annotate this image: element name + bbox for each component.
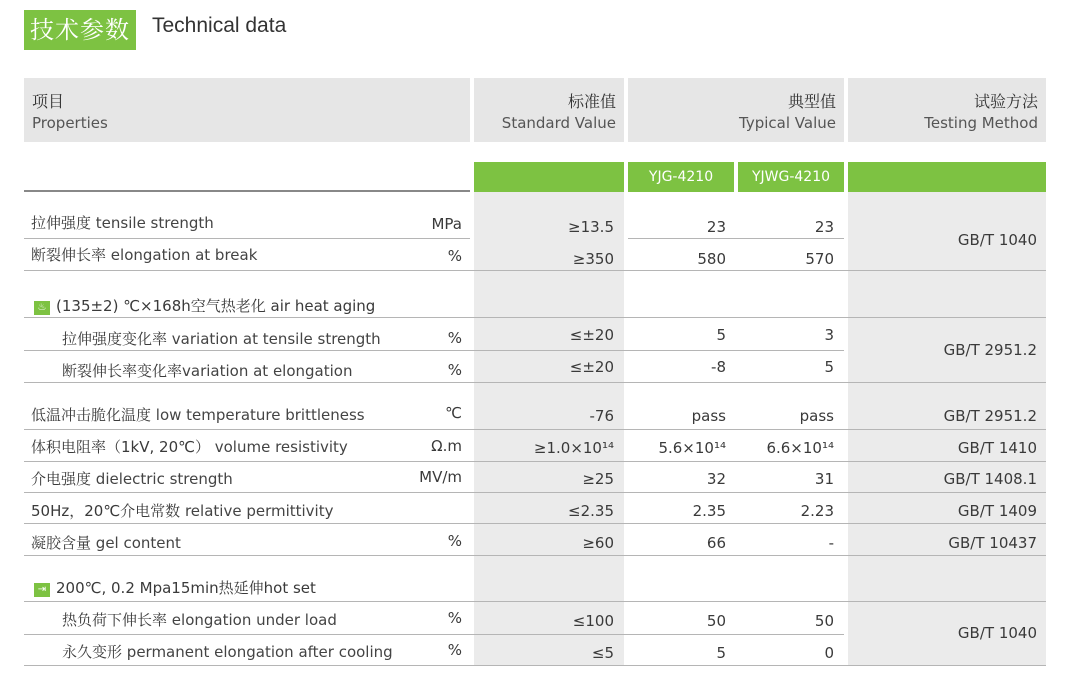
typical-value-yjg: 32	[706, 470, 726, 488]
property-label: 永久变形 permanent elongation after cooling	[62, 643, 393, 661]
typical-value-yjwg: pass	[799, 407, 834, 425]
header-typical-en: Typical Value	[739, 114, 836, 132]
model-yjwg: YJWG-4210	[738, 162, 844, 192]
testing-method: GB/T 10437	[948, 534, 1037, 552]
unit: MV/m	[419, 468, 462, 486]
typical-value-yjwg: 6.6×10¹⁴	[766, 439, 834, 457]
header-method-en: Testing Method	[924, 114, 1038, 132]
property-label: 拉伸强度 tensile strength	[31, 214, 214, 232]
standard-value: ≥60	[582, 534, 614, 552]
header-method	[848, 78, 1046, 142]
row-divider	[24, 238, 470, 239]
typical-value-yjwg: 3	[824, 326, 834, 344]
typical-value-yjwg: 2.23	[800, 502, 834, 520]
row-divider	[24, 523, 1046, 524]
typical-value-yjg: 5.6×10¹⁴	[658, 439, 726, 457]
typical-value-yjwg: 31	[814, 470, 834, 488]
property-label: 低温冲击脆化温度 low temperature brittleness	[31, 406, 365, 424]
row-divider	[24, 665, 1046, 666]
typical-value-yjwg: 0	[824, 644, 834, 662]
row-divider	[24, 317, 1046, 318]
row-divider	[24, 492, 1046, 493]
property-label: 凝胶含量 gel content	[31, 534, 181, 552]
header-standard-zh: 标准值	[567, 92, 616, 111]
standard-value: -76	[589, 407, 614, 425]
header-standard	[474, 78, 624, 142]
unit: Ω.m	[431, 437, 462, 455]
typical-value-yjwg: 570	[805, 250, 834, 268]
testing-method: GB/T 1408.1	[943, 470, 1037, 488]
standard-value: ≤100	[572, 612, 614, 630]
property-label: 拉伸强度变化率 variation at tensile strength	[62, 330, 381, 348]
row-divider	[24, 555, 1046, 556]
header-properties-zh: 项目	[32, 92, 65, 111]
typical-value-yjg: 5	[716, 644, 726, 662]
header-typical-zh: 典型值	[787, 92, 836, 111]
typical-value-yjg: 2.35	[692, 502, 726, 520]
testing-method: GB/T 1040	[957, 624, 1037, 642]
unit: %	[447, 329, 462, 347]
typical-value-yjg: -8	[711, 358, 726, 376]
row-divider	[24, 634, 844, 635]
standard-value: ≥350	[572, 250, 614, 268]
typical-value-yjg: pass	[691, 407, 726, 425]
property-label: 断裂伸长率 elongation at break	[31, 246, 258, 264]
standard-value: ≥1.0×10¹⁴	[533, 439, 614, 457]
section-hot-set: ⇥ 200℃, 0.2 Mpa15min热延伸hot set	[34, 577, 316, 598]
standard-value: ≥25	[582, 470, 614, 488]
row-divider	[24, 429, 1046, 430]
typical-value-yjwg: 23	[814, 218, 834, 236]
testing-method: GB/T 2951.2	[943, 341, 1037, 359]
header-divider	[24, 190, 470, 192]
typical-value-yjwg: 5	[824, 358, 834, 376]
row-divider	[24, 461, 1046, 462]
property-label: 体积电阻率（1kV, 20℃） volume resistivity	[31, 438, 348, 456]
row-divider	[24, 382, 1046, 383]
unit: %	[447, 361, 462, 379]
heat-aging-icon: ♨	[34, 301, 50, 315]
section-heat-aging: ♨ (135±2) ℃×168h空气热老化 air heat aging	[34, 295, 375, 316]
testing-method: GB/T 1040	[957, 231, 1037, 249]
standard-value: ≤±20	[569, 326, 614, 344]
header-method-zh: 试验方法	[973, 92, 1038, 111]
property-label: 断裂伸长率变化率variation at elongation	[62, 362, 353, 380]
green-bar-std	[474, 162, 624, 192]
property-label: 介电强度 dielectric strength	[31, 470, 233, 488]
property-label: 50Hz，20℃介电常数 relative permittivity	[31, 502, 334, 520]
testing-method: GB/T 1409	[957, 502, 1037, 520]
typical-value-yjwg: -	[828, 534, 834, 552]
typical-value-yjg: 23	[706, 218, 726, 236]
title-zh: 技术参数	[24, 10, 136, 50]
typical-value-yjg: 66	[706, 534, 726, 552]
testing-method: GB/T 2951.2	[943, 407, 1037, 425]
unit: MPa	[431, 215, 462, 233]
unit: %	[447, 247, 462, 265]
header-properties	[24, 78, 470, 142]
hot-set-icon: ⇥	[34, 583, 50, 597]
header-properties-en: Properties	[32, 114, 108, 132]
unit: %	[447, 532, 462, 550]
unit: ℃	[445, 404, 462, 422]
typical-value-yjg: 5	[716, 326, 726, 344]
standard-value: ≤±20	[569, 358, 614, 376]
header-standard-en: Standard Value	[501, 114, 616, 132]
header-typical	[628, 78, 844, 142]
typical-value-yjg: 50	[706, 612, 726, 630]
testing-method: GB/T 1410	[957, 439, 1037, 457]
property-label: 热负荷下伸长率 elongation under load	[62, 611, 337, 629]
typical-value-yjg: 580	[697, 250, 726, 268]
title-en: Technical data	[152, 14, 287, 37]
row-divider	[24, 270, 1046, 271]
unit: %	[447, 609, 462, 627]
green-bar-method	[848, 162, 1046, 192]
typical-value-yjwg: 50	[814, 612, 834, 630]
row-divider	[628, 238, 844, 239]
row-divider	[24, 601, 1046, 602]
model-yjg: YJG-4210	[628, 162, 734, 192]
standard-value: ≤2.35	[568, 502, 614, 520]
unit: %	[447, 641, 462, 659]
standard-value: ≤5	[591, 644, 614, 662]
standard-value: ≥13.5	[568, 218, 614, 236]
row-divider	[24, 350, 844, 351]
